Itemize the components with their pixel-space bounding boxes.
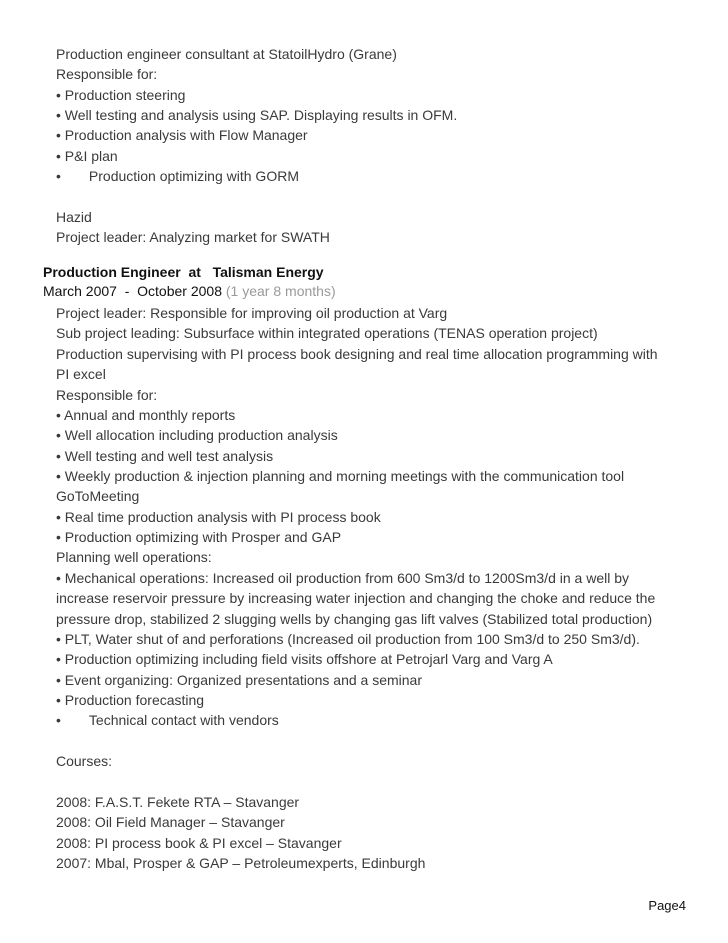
bullet-item: • Production optimizing including field visits offshore at Petrojarl Varg and Varg A	[56, 651, 553, 667]
bullet-item: • Well testing and well test analysis	[56, 448, 274, 464]
bullet-item: • Production optimizing with Prosper and GAP	[56, 529, 342, 545]
course-item: 2008: F.A.S.T. Fekete RTA – Stavanger	[56, 794, 300, 810]
detail-line: Production supervising with PI process book designing and real time allocation programming with	[56, 346, 658, 362]
course-item: 2008: PI process book & PI excel – Stavanger	[56, 835, 342, 851]
bullet-text: Technical contact with vendors	[88, 712, 279, 728]
bullet-item: • Production forecasting	[56, 692, 205, 708]
bullet-continuation: GoToMeeting	[56, 488, 140, 504]
bullet-item: • Well testing and analysis using SAP. Displaying results in OFM.	[56, 107, 458, 123]
course-item: 2007: Mbal, Prosper & GAP – Petroleumexperts, Edinburgh	[56, 855, 426, 871]
detail-line: Sub project leading: Subsurface within integrated operations (TENAS operation project)	[56, 325, 598, 341]
bullet-item: • Well allocation including production analysis	[56, 427, 338, 443]
job-dates-line	[43, 281, 336, 301]
detail-line: PI excel	[56, 366, 106, 382]
bullet-item: • P&I plan	[56, 148, 118, 164]
bullet-glyph: •	[56, 712, 61, 728]
bullet-item: • Mechanical operations: Increased oil production from 600 Sm3/d to 1200Sm3/d in a well by	[56, 570, 629, 586]
hazid-line: Hazid	[56, 209, 92, 225]
detail-line: Project leader: Responsible for improving oil production at Varg	[56, 305, 448, 321]
bullet-item: • Event organizing: Organized presentations and a seminar	[56, 672, 423, 688]
courses-heading: Courses:	[56, 753, 113, 769]
bullet-item-tabbed	[56, 166, 299, 186]
responsible-label: Responsible for:	[56, 66, 158, 82]
job-title: Production Engineer at Talisman Energy	[43, 264, 324, 280]
planning-label: Planning well operations:	[56, 549, 212, 565]
bullet-glyph: •	[56, 168, 61, 184]
bullet-item-tabbed	[56, 710, 279, 730]
bullet-item: • Annual and monthly reports	[56, 407, 236, 423]
course-item: 2008: Oil Field Manager – Stavanger	[56, 814, 285, 830]
job-dates: March 2007 - October 2008	[43, 283, 222, 299]
bullet-text: Production optimizing with GORM	[88, 168, 299, 184]
page-number: Page4	[648, 898, 686, 913]
job-duration: (1 year 8 months)	[225, 283, 336, 299]
bullet-item: • Real time production analysis with PI process book	[56, 509, 381, 525]
bullet-item: • Production analysis with Flow Manager	[56, 127, 308, 143]
bullet-item: • Production steering	[56, 87, 186, 103]
bullet-continuation: increase reservoir pressure by increasing water injection and changing the choke and reduce the	[56, 590, 656, 606]
responsible-label: Responsible for:	[56, 387, 158, 403]
bullet-item: • PLT, Water shut of and perforations (Increased oil production from 100 Sm3/d to 250 Sm3/d).	[56, 631, 640, 647]
bullet-continuation: pressure drop, stabilized 2 slugging wells by changing gas lift valves (Stabilized total production)	[56, 611, 653, 627]
project-leader-line: Project leader: Analyzing market for SWATH	[56, 229, 330, 245]
job-line: Production engineer consultant at StatoilHydro (Grane)	[56, 46, 397, 62]
bullet-item: • Weekly production & injection planning and morning meetings with the communication tool	[56, 468, 625, 484]
